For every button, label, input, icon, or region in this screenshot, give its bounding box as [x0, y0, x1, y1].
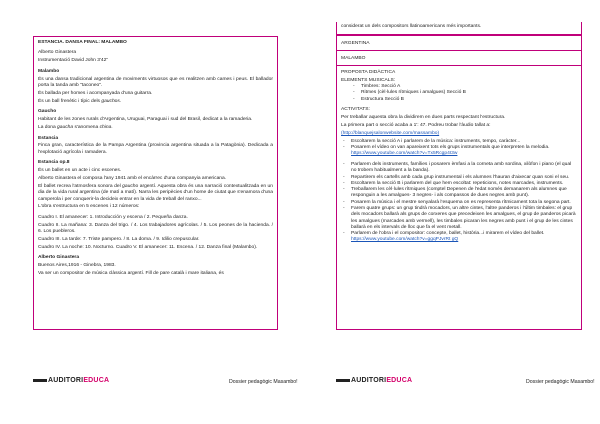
activities-heading: ACTIVITATS: [341, 107, 370, 113]
left-footer [33, 373, 298, 389]
instrumentation-line: Instrumentació David John 3'42" [38, 58, 109, 64]
list-item: - Farem quatre grups: un grup tindrà mocadors, un altre cintes, l'altre panderos i l'últim timbales: el grup dels mocadors ballarà als grups de corxeres que precedeixen les amalgues, el grup de panderos picarà les amalgues (marcades amb vermell), les timbales picaran les negres amb punt i el grup de les cintes ballarà en els intervals de lloc que fa el vent metall. [341, 206, 577, 231]
malambo-paragraph: És una dansa tradicional argentina de moviments virtuosos que es realitzen amb cames i peus. El ballador porta la tanda amb "taconeo". [38, 76, 273, 89]
malambo-heading: Malambo [38, 68, 60, 74]
list-item: - Treballarem les cèl·lules rítmiques (comptel Depenen de l'edat només demanarem als alumnes que responguin a les amalgues- 3 negres- i als compassos de dues negres amb punt). [341, 187, 577, 200]
dossier-label: Dossier pedagògic Masambo! [229, 379, 298, 385]
composer-line: Alberto Ginastera [38, 50, 77, 56]
scene-line: Cuadro IV. La noche: 10. Nocturno. Cuadro V. El amanecer: 11. Escena. / 12. Danza final (Malambo). [38, 244, 258, 250]
ginastera-heading: Alberto Ginastera [38, 255, 80, 261]
video-link[interactable]: https://www.youtube.com/watch?v=Tx5Rcgp4I3w [351, 151, 458, 157]
ginastera-paragraph: Buenos Aires,1916 - Ginebra, 1983. [38, 263, 116, 269]
dance-row [336, 51, 582, 66]
auditori-educa-logo: AUDITORIEDUCA [33, 377, 109, 384]
audio-link[interactable]: (http://blanquejsalonwebsite.com/massambo) [341, 130, 440, 136]
proposal-heading: PROPOSTA DIDÀCTICA [341, 70, 396, 75]
list-item: - Posarem el vídeo on van apareixent tots els grups instrumentals que interpreten la melodia. [341, 145, 577, 151]
scene-line: Cuadro II. La mañana: 3. Danza del trigo. / 4. Los trabajadores agrícolas. / 5. Los peones de la hacienda. / 6. Los puebleros. [38, 222, 273, 235]
gaucho-paragraph: Habitant de les zones rurals d'Argentina, Uruguai, Paraguai i sud del Brasil, dedicat a la ramaderia. [38, 117, 253, 123]
dance-label: MALAMBO [341, 56, 366, 61]
dossier-label: Dossier pedagògic Masambo! [526, 379, 595, 385]
left-content-frame [33, 36, 278, 330]
op8-paragraph: L'obra s'estructura en 5 escenes i 12 números: [38, 204, 140, 210]
ginastera-paragraph: Va ser un compositor de música clàssica argentí. Fill de pare català i mare italiana, és [38, 271, 224, 277]
op8-paragraph: És un ballet en un acte i cinc escenes. [38, 168, 122, 174]
activity-list [341, 139, 577, 152]
proposal-box [336, 66, 582, 330]
op8-heading: Estancia op.8 [38, 160, 70, 166]
list-item: - Escoltarem la secció B i parlarem del que hem escoltat: repeticions, notes marcades, instruments. [341, 181, 577, 187]
list-item: - Parlarem dels instruments, famílies i posarem èmfasi a la corneta amb sordina, xilòfon i piano (el qual no trobem habitualment a la banda). [341, 162, 577, 175]
country-label: ARGENTINA [341, 41, 370, 46]
list-item: - Escoltarem la secció A i parlarem de la música: instruments, tempo, caràcter... [341, 139, 577, 145]
estancia-heading: Estancia [38, 135, 59, 141]
malambo-paragraph: És ballada per homes i acompanyada d'una guitarra. [38, 90, 153, 96]
estancia-paragraph: Finca gran, característica de la Pampa Argentina (provincia argentina situada a la Patagònia). Dedicada a l'explotació agrícola i ramadera. [38, 143, 273, 155]
scene-line: Cuadro I. El amanecer: 1. Introducción y escena / 2. Pequeña danza. [38, 214, 188, 220]
elements-heading: ELEMENTS MUSICALS: [341, 77, 396, 83]
list-item: - Estructura Secció B [351, 97, 577, 103]
list-item: - Ritmes (cèl·lules rítmiques i amalgues) Secció B [351, 90, 577, 96]
activity-list [341, 162, 577, 238]
list-item: - Posarem la música i el mestre senyalarà l'esquema on es representa rítmicament tota la segona part. [341, 200, 577, 206]
activity-paragraph: Per treballar aquesta obra la dividirem en dues parts respectant l'estructura. [341, 115, 506, 121]
list-item: - Parlarem de l'obra i el compositor: concepte, ballet, història...i mirarem el vídeo del ballet. [341, 231, 577, 237]
activity-paragraph: La primera part o secció acaba a 1': 47. Podreu trobar l'àudio tallat a: [341, 123, 491, 129]
section-title: ESTANCIA. DANSA FINAL: MALAMBO [38, 40, 127, 45]
continuation-text: considerat un dels compositors llatinoamericans més importants. [341, 24, 482, 29]
auditori-educa-logo: AUDITORIEDUCA [336, 377, 412, 384]
elements-list [351, 84, 577, 103]
country-row [336, 35, 582, 51]
right-footer [336, 373, 595, 389]
op8-paragraph: El ballet recrea l'atmosfera sonora del gaucho argentí. Aquesta obra és una narració contextualitzada en un dia de la vida rural argentina (de matí a matí). Narra les peripècies d'un home de ciutat que s'enamora d'una camperola i per conquerir-la decideix entrar en la vida de treball del ranxo... [38, 183, 273, 202]
malambo-paragraph: És un ball frenètic i típic dels gauchos. [38, 98, 122, 104]
op8-paragraph: Alberto Ginastera el composa l'any 1941 amb el encàrrec d'una companyia americana. [38, 176, 227, 182]
ballet-video-link[interactable]: https://www.youtube.com/watch?v=ggqPJvrRt gQ [351, 237, 459, 243]
gaucho-heading: Gaucho [38, 109, 57, 115]
list-item: - Timbres: Secció A [351, 84, 577, 90]
list-item: - Repartirem els cartells amb cada grup instrumental i els alumnes l'hauran d'aixecar quan soni el seu. [341, 175, 577, 181]
scene-line: Cuadro III. La tarde: 7. Triste pampero. / 8. La doma. / 9. Idilio crepuscular. [38, 236, 200, 242]
gaucho-paragraph: La dona gaucha s'anomena china. [38, 125, 113, 131]
continuation-row [336, 22, 582, 35]
